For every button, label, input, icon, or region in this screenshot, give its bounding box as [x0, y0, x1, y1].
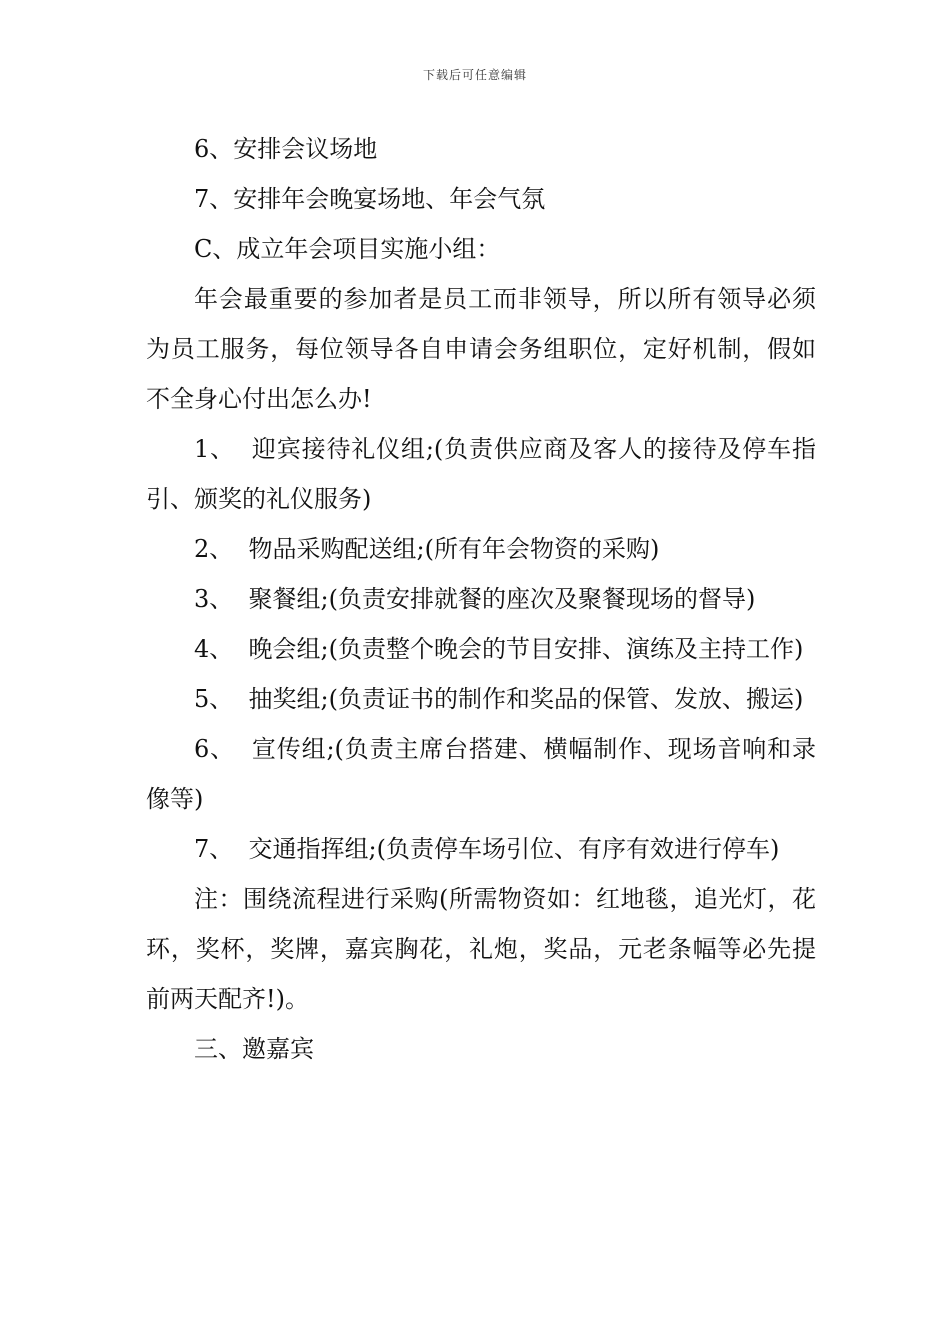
paragraph-group-1: 1、 迎宾接待礼仪组;(负责供应商及客人的接待及停车指引、颁奖的礼仪服务) — [146, 435, 816, 513]
paragraph-item-7-banquet: 7、安排年会晚宴场地、年会气氛 — [194, 185, 546, 213]
document-body — [146, 124, 816, 1074]
paragraph-group-6: 6、 宣传组;(负责主席台搭建、横幅制作、现场音响和录像等) — [146, 735, 816, 813]
paragraph-intro: 年会最重要的参加者是员工而非领导，所以所有领导必须为员工服务，每位领导各自申请会务组职位，定好机制，假如不全身心付出怎么办! — [146, 285, 816, 413]
paragraph-section-c: C、成立年会项目实施小组： — [194, 235, 501, 263]
paragraph-group-7: 7、 交通指挥组;(负责停车场引位、有序有效进行停车) — [194, 835, 780, 863]
page-header-note: 下载后可任意编辑 — [422, 68, 527, 82]
paragraph-item-6-venue: 6、安排会议场地 — [194, 135, 378, 163]
paragraph-section-3: 三、邀嘉宾 — [194, 1035, 314, 1063]
paragraph-group-3: 3、 聚餐组;(负责安排就餐的座次及聚餐现场的督导) — [194, 585, 756, 613]
paragraph-group-2: 2、 物品采购配送组;(所有年会物资的采购) — [194, 535, 660, 563]
paragraph-note: 注：围绕流程进行采购(所需物资如：红地毯，追光灯，花环，奖杯，奖牌，嘉宾胸花，礼炮，奖品，元老条幅等必先提前两天配齐!)。 — [146, 885, 816, 1013]
paragraph-group-4: 4、 晚会组;(负责整个晚会的节目安排、演练及主持工作) — [194, 635, 804, 663]
paragraph-group-5: 5、 抽奖组;(负责证书的制作和奖品的保管、发放、搬运) — [194, 685, 804, 713]
